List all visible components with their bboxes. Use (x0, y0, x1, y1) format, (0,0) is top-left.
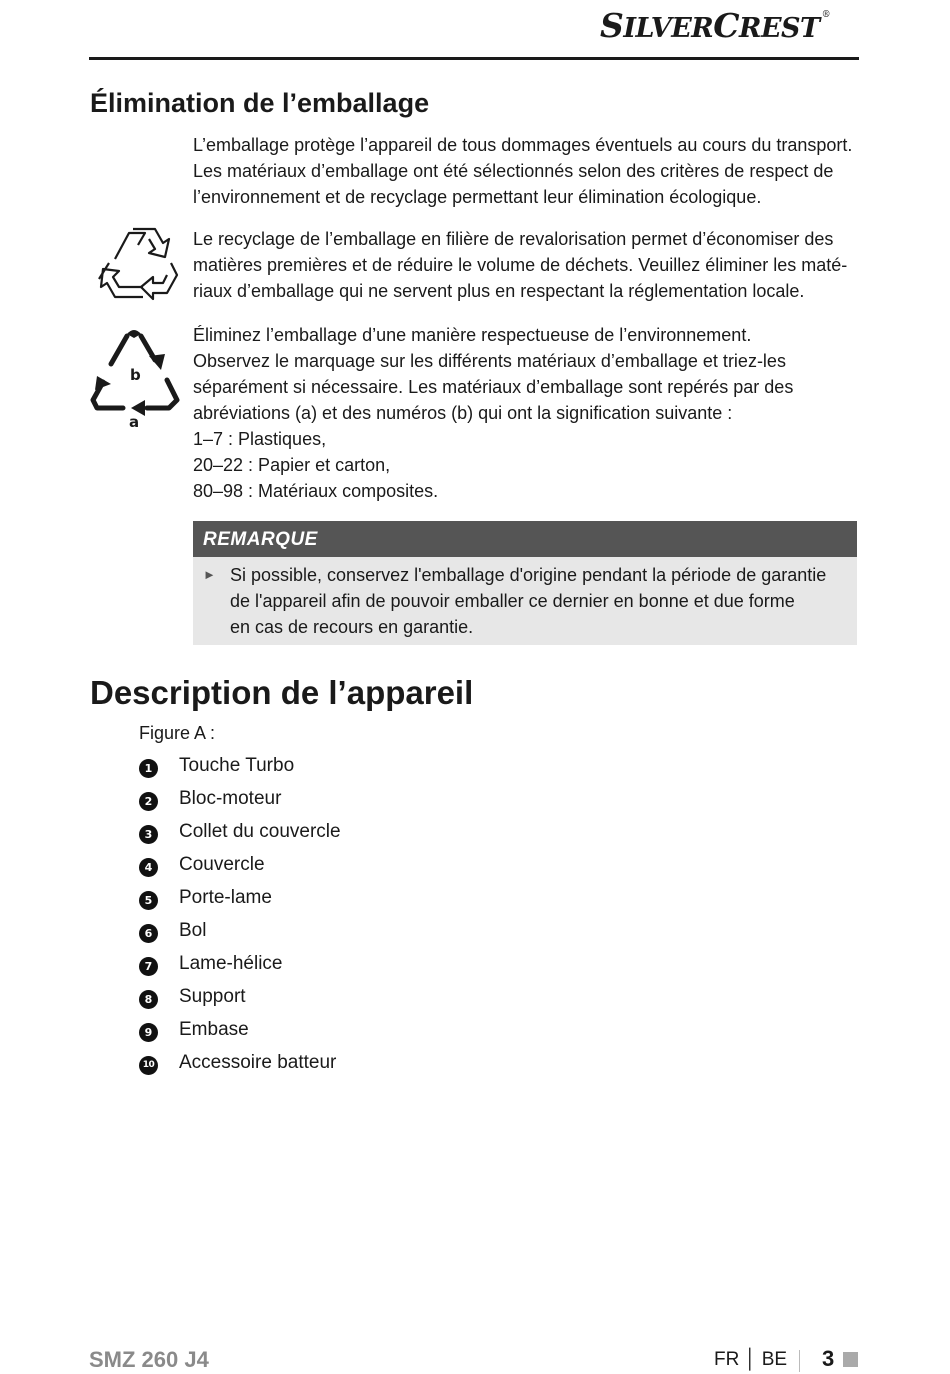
paragraph-marking: Éliminez l’emballage d’une manière respectueuse de l’environnement. Observez le marquage sur les différents matériaux d’emballage et triez-les séparément si nécessaire. Les matériaux d’emballage sont repérés par des abréviations (a) et des numéros (b) qui ont la signification suivante : 1–7 : Plastiques, 20–22 : Papier et carton, 80–98 : Matériaux composites. (193, 325, 794, 501)
paragraph-recycling: Le recyclage de l’emballage en filière de revalorisation permet d’économiser des matières premières et de réduire le volume de déchets. Veuillez éliminer les maté- riaux d’emballage qui ne servent plus en respectant la réglementation locale. (193, 229, 848, 301)
brand-logo: SILVERCREST ® (600, 6, 831, 45)
footer-divider (799, 1350, 800, 1372)
footer-model: SMZ 260 J4 (89, 1347, 209, 1372)
page-marker (843, 1352, 858, 1367)
number-badge: 6 (139, 924, 158, 943)
section-title-disposal: Élimination de l’emballage (90, 88, 430, 118)
play-arrow-icon: ► (203, 567, 216, 582)
number-badge: 5 (139, 891, 158, 910)
figure-label: Figure A : (139, 723, 216, 743)
page-number: 3 (822, 1346, 835, 1371)
number-badge: 7 (139, 957, 158, 976)
recycling-code-triangle-icon (89, 324, 183, 435)
note-heading: REMARQUE (193, 521, 857, 557)
number-badge: 8 (139, 990, 158, 1009)
paragraph-packaging-protection: L’emballage protège l’appareil de tous dommages éventuels au cours du transport. Les matériaux d’emballage ont été sélectionnés selon des critères de respect de l’environnement et de recyclage permettant leur élimination écologique. (193, 135, 853, 207)
recycle-arrows-icon (93, 223, 179, 308)
number-badge: 4 (139, 858, 158, 877)
note-box (193, 521, 857, 645)
number-badge: 9 (139, 1023, 158, 1042)
number-badge: 3 (139, 825, 158, 844)
svg-text:a: a (129, 413, 140, 430)
note-text: Si possible, conservez l'emballage d'origine pendant la période de garantie de l'appareil afin de pouvoir emballer ce dernier en bonne et due forme en cas de recours en garantie. (230, 565, 827, 637)
number-badge: 1 (139, 759, 158, 778)
header-rule (89, 57, 859, 60)
footer-language: FR │ BE (714, 1349, 788, 1370)
section-title-description: Description de l’appareil (90, 674, 474, 711)
number-badge: 10 (139, 1056, 158, 1075)
svg-text:b: b (130, 366, 141, 384)
number-badge: 2 (139, 792, 158, 811)
